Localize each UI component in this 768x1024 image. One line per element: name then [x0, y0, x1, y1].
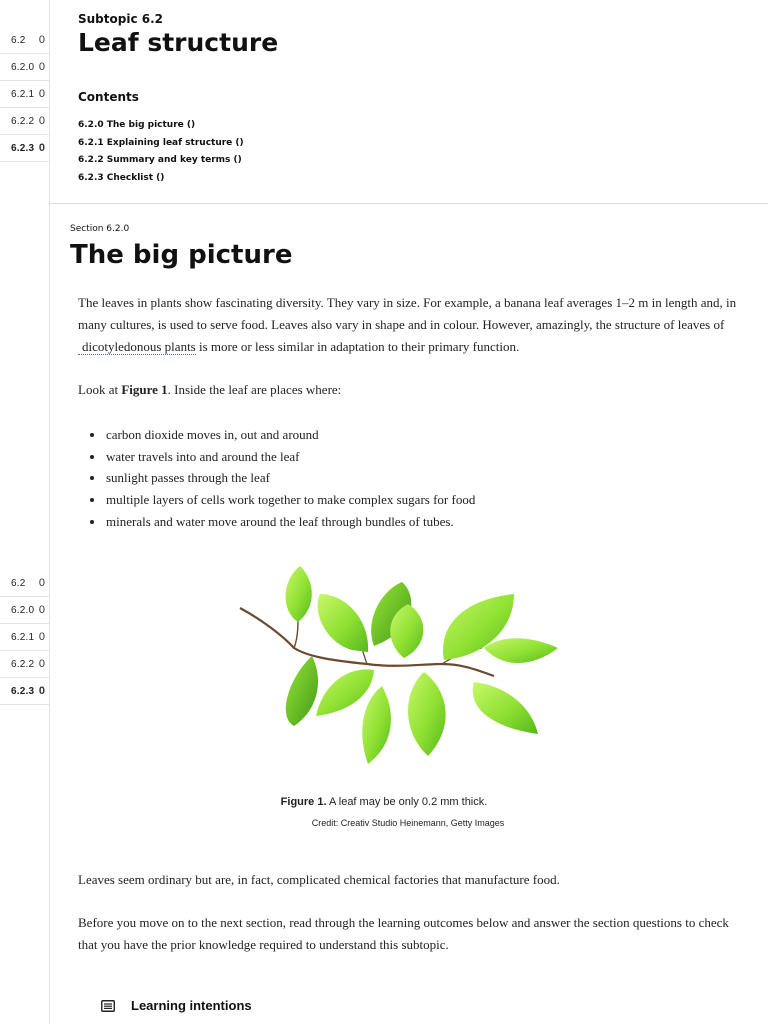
nav-item-count: 0 [38, 88, 45, 100]
nav-item-6-2-1[interactable] [0, 624, 49, 651]
nav-item-number: 6.2.2 [11, 115, 35, 127]
subtopic-kicker: Subtopic 6.2 [78, 12, 164, 26]
nav-item-count: 0 [38, 61, 45, 73]
nav-item-6-2[interactable] [0, 570, 49, 597]
page-title: Leaf structure [78, 28, 279, 57]
contents-link-6-2-0[interactable]: 6.2.0 The big picture () [78, 120, 196, 130]
nav-item-6-2-0[interactable] [0, 54, 49, 81]
contents-list [78, 117, 244, 187]
nav-item-count: 0 [38, 34, 45, 46]
nav-item-count: 0 [38, 142, 45, 154]
leaf [473, 682, 538, 734]
section-kicker: Section 6.2.0 [70, 224, 130, 234]
instructions-paragraph: Before you move on to the next section, read through the learning outcomes below and answer the section questions to check that you have the prior knowledge required to understand this subtopic. [78, 915, 729, 952]
nav-item-6-2-2[interactable] [0, 651, 49, 678]
list-item: • water travels into and around the leaf [105, 446, 475, 468]
leaf [286, 566, 312, 622]
nav-item-6-2-0[interactable] [0, 597, 49, 624]
nav-item-count: 0 [38, 115, 45, 127]
figure-caption-text: A leaf may be only 0.2 mm thick. [326, 796, 488, 808]
list-icon [101, 1000, 115, 1012]
leaf [362, 686, 391, 764]
nav-item-number: 6.2 [11, 577, 26, 589]
figure-reference-paragraph [78, 379, 341, 401]
leaf [484, 638, 558, 663]
section-nav-bottom [0, 570, 49, 705]
nav-item-6-2-3[interactable] [0, 135, 49, 162]
intro-text-start: The leaves in plants show fascinating diversity. They vary in size. For example, a banana leaf averages 1–2 m in length and, in many cultures, is used to serve food. Leaves also vary in shape and in colour. However, amazingly, the structure of leaves of [78, 295, 737, 332]
glossary-term-dicotyledonous[interactable]: dicotyledonous plants [78, 339, 196, 355]
figure-label: Figure 1. [280, 796, 327, 808]
figure-caption [0, 796, 768, 808]
nav-item-count: 0 [38, 631, 45, 643]
nav-item-6-2-2[interactable] [0, 108, 49, 135]
header-divider [49, 203, 768, 204]
nav-item-number: 6.2.3 [11, 685, 35, 697]
list-item: • carbon dioxide moves in, out and around [105, 424, 475, 446]
leaf [286, 656, 318, 726]
list-item: • multiple layers of cells work together to make complex sugars for food [105, 489, 475, 511]
figure-reference: Figure 1 [121, 382, 168, 397]
contents-link-6-2-3[interactable]: 6.2.3 Checklist () [78, 172, 165, 183]
nav-item-number: 6.2.0 [11, 604, 35, 616]
leaf [318, 594, 369, 652]
summary-paragraph: Leaves seem ordinary but are, in fact, complicated chemical factories that manufacture food. [78, 872, 560, 887]
nav-item-count: 0 [38, 685, 45, 697]
nav-item-6-2[interactable] [0, 27, 49, 54]
section-title: The big picture [70, 240, 293, 270]
contents-heading: Contents [78, 90, 139, 104]
learning-intentions-toggle[interactable] [101, 998, 252, 1013]
contents-link-6-2-1[interactable]: 6.2.1 Explaining leaf structure () [78, 137, 244, 148]
section-nav-top [0, 27, 49, 162]
para-text: Look at [78, 382, 122, 397]
learning-intentions-label: Learning intentions [131, 998, 252, 1013]
figure-credit: Credit: Creativ Studio Heinemann, Getty Images [311, 818, 505, 828]
nav-item-count: 0 [38, 658, 45, 670]
intro-paragraph [78, 292, 742, 358]
leaf-branch-image [232, 560, 566, 780]
list-item: • minerals and water move around the leaf through bundles of tubes. [105, 511, 475, 533]
nav-item-number: 6.2.1 [11, 88, 35, 100]
nav-item-number: 6.2.2 [11, 658, 35, 670]
list-item: • sunlight passes through the leaf [105, 467, 475, 489]
nav-item-6-2-1[interactable] [0, 81, 49, 108]
leaf-functions-list [78, 424, 475, 533]
leaf [408, 672, 446, 756]
intro-text-end: is more or less similar in adaptation to their primary function. [195, 339, 520, 354]
branch-twig [294, 620, 298, 648]
nav-item-number: 6.2.1 [11, 631, 35, 643]
nav-item-6-2-3[interactable] [0, 678, 49, 705]
leaf [316, 669, 374, 716]
contents-link-6-2-2[interactable]: 6.2.2 Summary and key terms () [78, 155, 242, 165]
para-text: . Inside the leaf are places where: [167, 382, 342, 397]
nav-item-count: 0 [38, 604, 45, 616]
nav-item-number: 6.2 [11, 34, 26, 46]
nav-item-number: 6.2.3 [11, 142, 35, 154]
nav-item-count: 0 [38, 577, 45, 589]
nav-item-number: 6.2.0 [11, 61, 35, 73]
